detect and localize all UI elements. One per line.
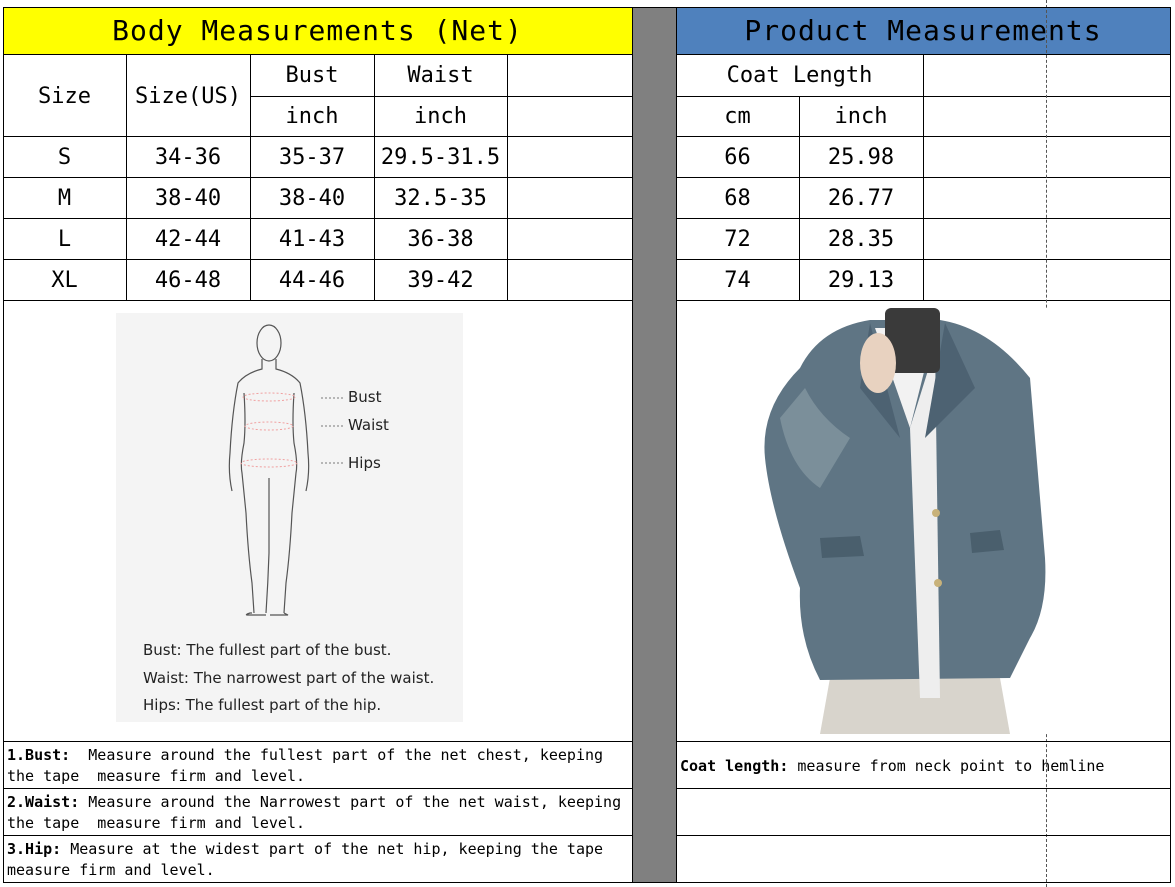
row-s-size: S — [57, 145, 72, 170]
note-waist — [3, 792, 632, 834]
row-l-bust: 41-43 — [278, 227, 346, 252]
coat-xl-cm: 74 — [724, 268, 751, 293]
bust-unit: inch — [285, 104, 339, 129]
diagram-label-bust: Bust — [348, 388, 382, 406]
note-coat-label: Coat length: — [680, 757, 789, 775]
row-m-size: M — [57, 186, 72, 211]
note-hip-text: Measure at the widest part of the net hip, keeping the tape measure firm and level. — [7, 840, 613, 879]
coat-xl-inch: 29.13 — [827, 268, 895, 293]
coat-l-cm: 72 — [724, 227, 751, 252]
product-photo — [760, 308, 1050, 734]
product-measurements-title: Product Measurements — [744, 14, 1102, 47]
coat-l-inch: 28.35 — [827, 227, 895, 252]
header-waist: Waist — [407, 63, 474, 88]
row-m-waist: 32.5-35 — [394, 186, 487, 211]
denim-jacket-image — [760, 308, 1050, 734]
note-coat-length — [676, 756, 1170, 777]
note-hip-label: 3.Hip: — [7, 840, 62, 858]
divider-column — [632, 7, 676, 883]
diagram-caption-waist: Waist: The narrowest part of the waist. — [143, 669, 435, 687]
coat-s-inch: 25.98 — [827, 145, 895, 170]
diagram-label-waist: Waist — [348, 416, 389, 434]
row-xl-size: XL — [51, 268, 78, 293]
row-s-us: 34-36 — [154, 145, 222, 170]
note-hip — [3, 839, 632, 881]
row-l-waist: 36-38 — [407, 227, 474, 252]
note-bust — [3, 745, 632, 787]
row-xl-bust: 44-46 — [278, 268, 346, 293]
coat-m-inch: 26.77 — [827, 186, 895, 211]
note-waist-text: Measure around the Narrowest part of the net waist, keeping the tape measure firm and level. — [7, 793, 631, 832]
row-m-bust: 38-40 — [278, 186, 346, 211]
header-coat-length: Coat Length — [726, 63, 873, 88]
coat-unit-cm: cm — [724, 104, 751, 129]
body-measurements-title: Body Measurements (Net) — [112, 14, 523, 47]
header-bust: Bust — [285, 63, 339, 88]
row-l-size: L — [57, 227, 72, 252]
row-m-us: 38-40 — [154, 186, 222, 211]
note-waist-label: 2.Waist: — [7, 793, 80, 811]
note-bust-label: 1.Bust: — [7, 746, 71, 764]
row-xl-waist: 39-42 — [407, 268, 474, 293]
row-xl-us: 46-48 — [154, 268, 222, 293]
body-outline-figure — [116, 313, 463, 722]
diagram-label-hips: Hips — [348, 454, 381, 472]
body-diagram-panel — [116, 313, 463, 722]
coat-s-cm: 66 — [724, 145, 751, 170]
row-s-bust: 35-37 — [278, 145, 346, 170]
waist-unit: inch — [414, 104, 467, 129]
coat-unit-inch: inch — [834, 104, 888, 129]
row-s-waist: 29.5-31.5 — [380, 145, 501, 170]
note-bust-text: Measure around the fullest part of the net chest, keeping the tape measure firm and level. — [7, 746, 613, 785]
diagram-caption-bust: Bust: The fullest part of the bust. — [143, 641, 392, 659]
row-l-us: 42-44 — [154, 227, 222, 252]
coat-m-cm: 68 — [724, 186, 751, 211]
note-coat-text: measure from neck point to hemline — [788, 757, 1105, 775]
header-size-us: Size(US) — [135, 83, 241, 109]
diagram-caption-hips: Hips: The fullest part of the hip. — [143, 696, 382, 714]
header-size: Size — [38, 83, 91, 109]
